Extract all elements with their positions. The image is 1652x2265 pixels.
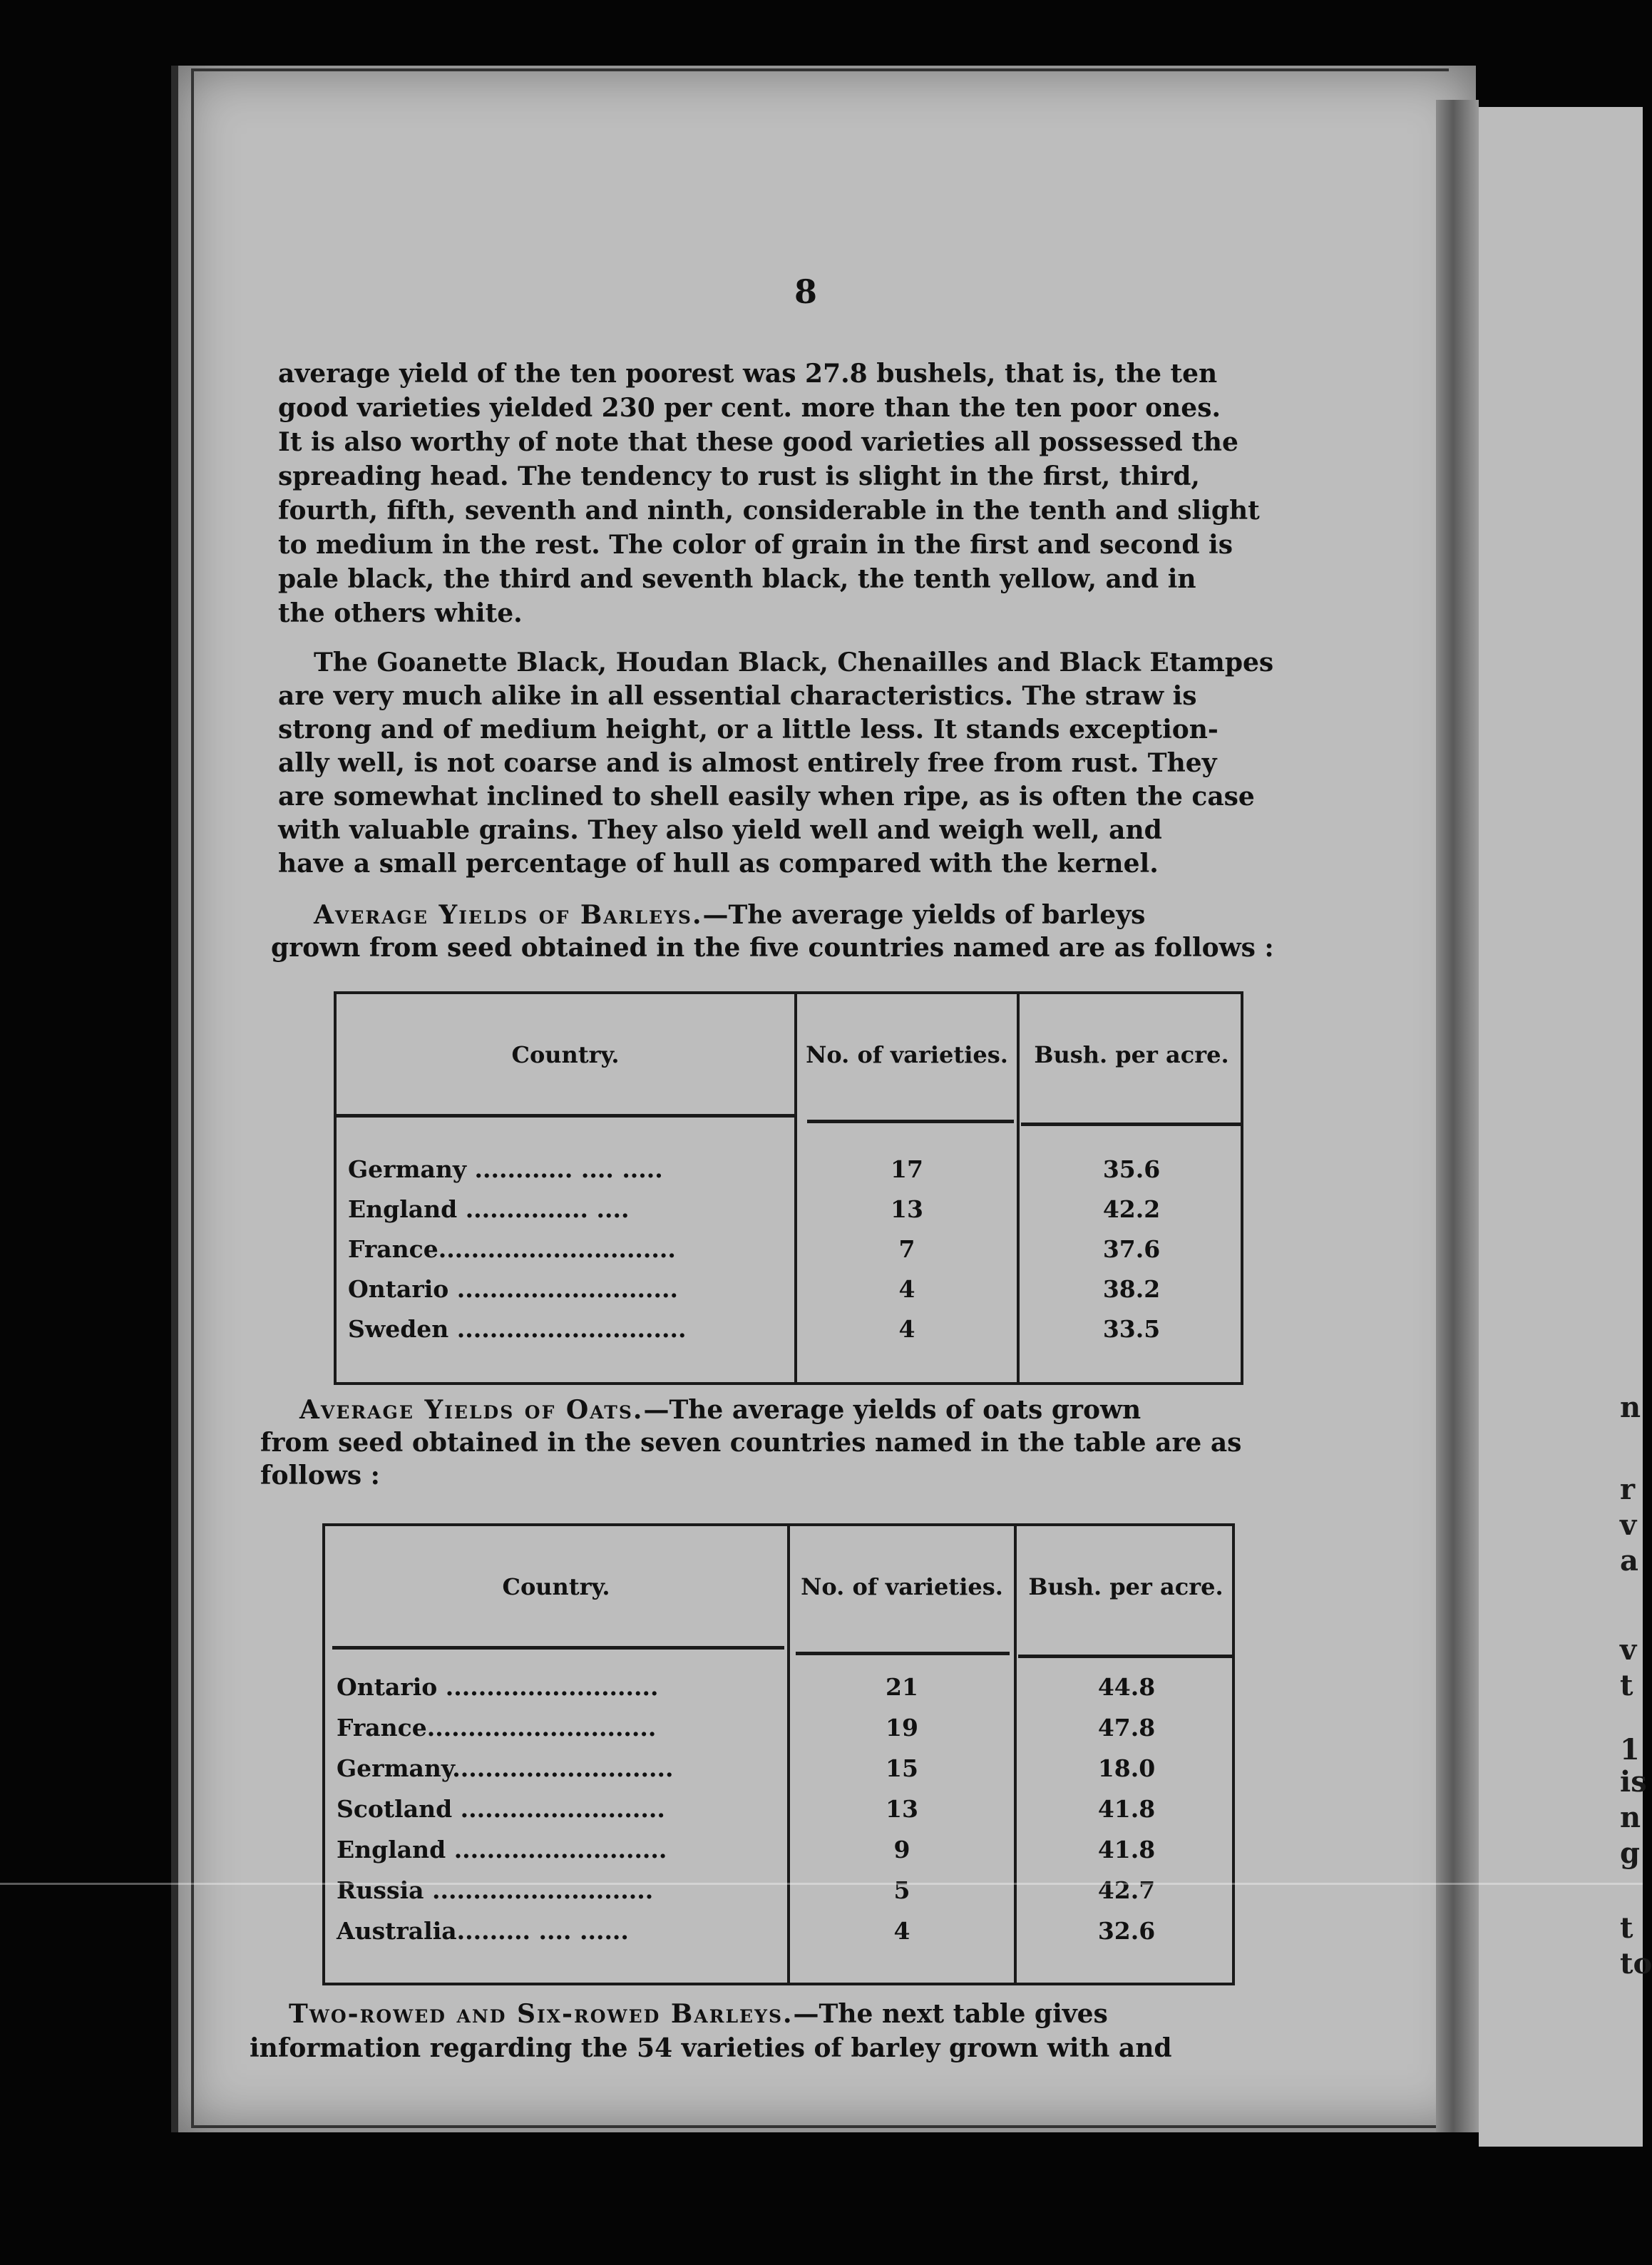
- text-line: —The average yields of barleys: [702, 900, 1146, 930]
- barley-intro: [271, 899, 1326, 964]
- oats-intro: [260, 1394, 1315, 1492]
- fragment-text: r: [1620, 1473, 1636, 1506]
- table-row: [325, 1749, 1232, 1789]
- country-cell: Russia ...........................: [337, 1876, 654, 1904]
- bush-cell: 47.8: [1097, 1714, 1156, 1742]
- fragment-text: a: [1620, 1544, 1638, 1578]
- bush-cell: 38.2: [1102, 1275, 1161, 1303]
- scan-artifact: [0, 1883, 1643, 1885]
- varieties-cell: 19: [886, 1714, 918, 1742]
- varieties-cell: 13: [891, 1195, 923, 1223]
- text-line: —The average yields of oats grown: [643, 1395, 1141, 1425]
- varieties-cell: 4: [893, 1917, 910, 1945]
- fragment-text: n: [1620, 1391, 1641, 1424]
- country-cell: England ............... ....: [348, 1195, 630, 1223]
- country-cell: France............................: [337, 1714, 657, 1742]
- barley-table: [334, 991, 1243, 1385]
- page-number: 8: [794, 272, 817, 311]
- bush-cell: 42.7: [1097, 1876, 1156, 1904]
- varieties-cell: 17: [891, 1155, 923, 1183]
- text-line: with valuable grains. They also yield well and weigh well, and: [278, 815, 1162, 845]
- column-header: Country.: [511, 1041, 620, 1068]
- bush-cell: 41.8: [1097, 1795, 1156, 1823]
- table-row: [337, 1150, 1241, 1190]
- text-line: —The next table gives: [793, 1999, 1108, 2029]
- table-row: [325, 1830, 1232, 1870]
- bush-cell: 41.8: [1097, 1836, 1156, 1863]
- column-header: Country.: [502, 1573, 610, 1600]
- varieties-cell: 4: [898, 1315, 915, 1343]
- bush-cell: 33.5: [1102, 1315, 1161, 1343]
- section-heading: Two-rowed and Six-rowed Barleys.: [289, 1999, 794, 2029]
- bush-cell: 37.6: [1102, 1235, 1161, 1263]
- text-line: information regarding the 54 varieties of barley grown with and: [250, 2033, 1172, 2063]
- fragment-text: to: [1620, 1947, 1652, 1980]
- header-rule: [807, 1120, 1014, 1123]
- text-line: are very much alike in all essential characteristics. The straw is: [278, 681, 1197, 711]
- country-cell: France.............................: [348, 1235, 676, 1263]
- section-heading: Average Yields of Oats.: [299, 1395, 644, 1425]
- varieties-cell: 9: [893, 1836, 910, 1863]
- text-line: fourth, fifth, seventh and ninth, considerable in the tenth and slight: [278, 496, 1260, 526]
- country-cell: Germany ............ .... .....: [348, 1155, 663, 1183]
- fragment-text: v: [1620, 1508, 1637, 1542]
- column-header: No. of varieties.: [806, 1041, 1008, 1068]
- country-cell: Ontario ..........................: [337, 1673, 659, 1701]
- text-line: are somewhat inclined to shell easily when ripe, as is often the case: [278, 782, 1255, 812]
- text-line: the others white.: [278, 598, 523, 628]
- text-line: The Goanette Black, Houdan Black, Chenailles and Black Etampes: [314, 648, 1274, 678]
- table-row: [337, 1309, 1241, 1349]
- bush-cell: 44.8: [1097, 1673, 1156, 1701]
- text-line: It is also worthy of note that these good varieties all possessed the: [278, 427, 1238, 457]
- text-line: grown from seed obtained in the five countries named are as follows :: [271, 933, 1274, 963]
- bush-cell: 35.6: [1102, 1155, 1161, 1183]
- bush-cell: 18.0: [1097, 1754, 1156, 1782]
- column-header: Bush. per acre.: [1028, 1573, 1223, 1600]
- varieties-cell: 15: [886, 1754, 918, 1782]
- table-row: [337, 1190, 1241, 1229]
- country-cell: Scotland .........................: [337, 1795, 665, 1823]
- header-rule: [1021, 1123, 1242, 1126]
- table-row: [325, 1871, 1232, 1911]
- paragraph-1: [278, 357, 1326, 630]
- header-rule: [1018, 1655, 1233, 1658]
- closing-paragraph: [250, 1997, 1312, 2065]
- table-row: [325, 1789, 1232, 1829]
- oats-table: [322, 1523, 1235, 1985]
- text-line: from seed obtained in the seven countries named in the table are as: [260, 1428, 1242, 1458]
- text-line: ally well, is not coarse and is almost entirely free from rust. They: [278, 748, 1217, 778]
- table-row: [325, 1708, 1232, 1748]
- section-heading: Average Yields of Barleys.: [314, 900, 703, 930]
- table-row: [325, 1911, 1232, 1951]
- country-cell: Australia......... .... ......: [337, 1917, 629, 1945]
- text-line: pale black, the third and seventh black, the tenth yellow, and in: [278, 564, 1196, 594]
- paragraph-2: [278, 646, 1326, 881]
- varieties-cell: 13: [886, 1795, 918, 1823]
- country-cell: Sweden ............................: [348, 1315, 687, 1343]
- fragment-text: t: [1620, 1911, 1633, 1945]
- adjacent-page: [1479, 107, 1643, 2147]
- varieties-cell: 21: [886, 1673, 918, 1701]
- bush-cell: 42.2: [1102, 1195, 1161, 1223]
- fragment-text: n: [1620, 1801, 1641, 1834]
- book-gutter: [1436, 100, 1479, 2132]
- text-line: to medium in the rest. The color of grain in the first and second is: [278, 530, 1233, 560]
- column-header: Bush. per acre.: [1034, 1041, 1229, 1068]
- header-rule: [796, 1652, 1010, 1655]
- text-line: follows :: [260, 1461, 380, 1491]
- bush-cell: 32.6: [1097, 1917, 1156, 1945]
- fragment-text: v: [1620, 1633, 1637, 1667]
- text-line: spreading head. The tendency to rust is slight in the first, third,: [278, 461, 1200, 491]
- varieties-cell: 5: [893, 1876, 910, 1904]
- text-line: strong and of medium height, or a little less. It stands exception-: [278, 715, 1219, 745]
- varieties-cell: 4: [898, 1275, 915, 1303]
- fragment-text: t: [1620, 1669, 1633, 1702]
- fragment-text: g: [1620, 1836, 1640, 1870]
- table-row: [337, 1229, 1241, 1269]
- text-line: have a small percentage of hull as compared with the kernel.: [278, 849, 1159, 879]
- fragment-text: is: [1620, 1765, 1647, 1799]
- country-cell: Germany...........................: [337, 1754, 674, 1782]
- text-line: good varieties yielded 230 per cent. more than the ten poor ones.: [278, 393, 1221, 423]
- table-row: [325, 1667, 1232, 1707]
- country-cell: Ontario ...........................: [348, 1275, 678, 1303]
- varieties-cell: 7: [898, 1235, 915, 1263]
- fragment-text: 1: [1620, 1733, 1640, 1767]
- text-line: average yield of the ten poorest was 27.8 bushels, that is, the ten: [278, 359, 1218, 389]
- table-row: [337, 1269, 1241, 1309]
- column-header: No. of varieties.: [801, 1573, 1003, 1600]
- country-cell: England ..........................: [337, 1836, 667, 1863]
